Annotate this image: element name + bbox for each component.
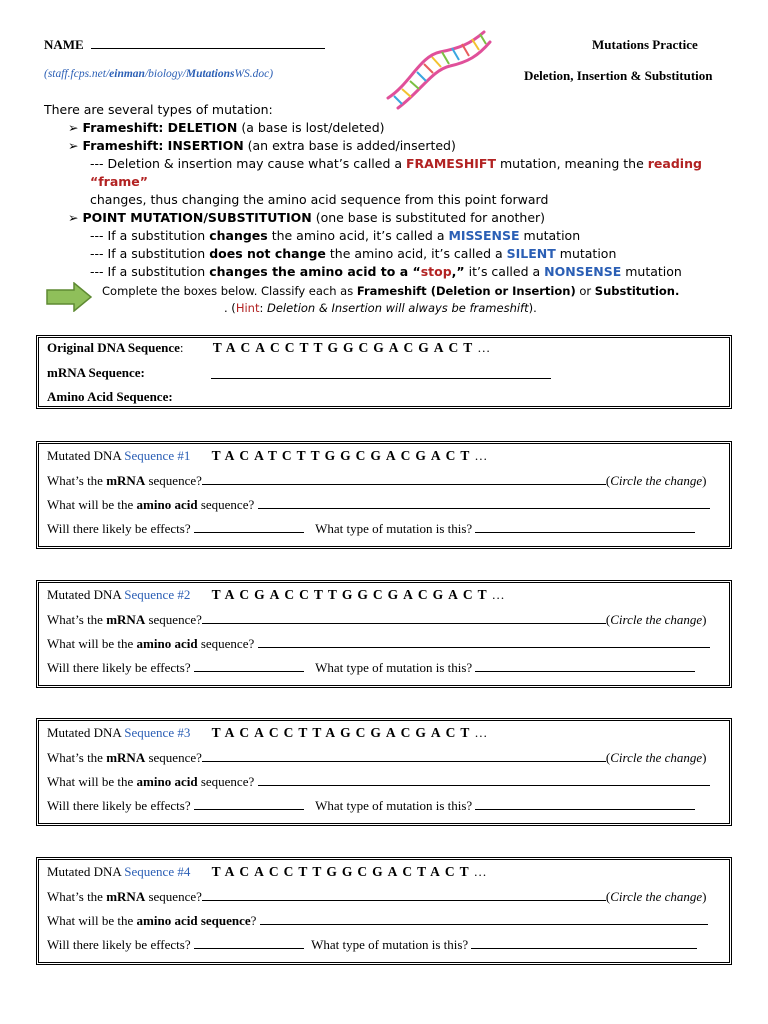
instr-or: or: [575, 284, 595, 298]
circle-change-note: Circle the change: [610, 612, 703, 627]
circle-change-note: Circle the change: [610, 750, 703, 765]
paren: ): [702, 750, 707, 765]
mrna-row: [47, 365, 145, 381]
list-item-insertion: [68, 137, 728, 155]
circle-change-note: Circle the change: [610, 473, 703, 488]
line-bold: does not change: [209, 246, 326, 261]
insertion-label: Frameshift: INSERTION: [82, 138, 244, 153]
mrna-question-row: [47, 473, 707, 489]
instructions-line-2: [224, 301, 537, 315]
original-dna-sequence: TACACCTTGGCGACGACT: [212, 340, 478, 355]
q-text: sequence?: [197, 774, 255, 789]
effects-label: Will there likely be effects?: [47, 660, 191, 675]
nonsense-line: [68, 263, 728, 281]
page-subtitle: Deletion, Insertion & Substitution: [524, 68, 713, 83]
effects-question-row: [47, 798, 695, 814]
missense-keyword: MISSENSE: [448, 228, 520, 243]
deletion-label: Frameshift: DELETION: [82, 120, 238, 135]
effects-label: Will there likely be effects?: [47, 798, 191, 813]
line-text: --- If a substitution: [90, 228, 210, 243]
original-dna-row: [47, 340, 490, 356]
path-file-rest: WS.doc): [234, 68, 274, 80]
stop-keyword: stop: [420, 264, 452, 279]
q-text: What will be the: [47, 774, 137, 789]
amino-acid-question-row: [47, 497, 710, 513]
q-text: sequence?: [145, 889, 202, 904]
path-prefix: (staff.fcps.net/: [44, 68, 110, 80]
effects-answer-field[interactable]: [194, 671, 304, 672]
mrna-label: mRNA Sequence:: [47, 365, 145, 380]
name-label: NAME: [44, 37, 84, 52]
q-text: sequence?: [145, 473, 202, 488]
line-text: mutation: [555, 246, 617, 261]
frameshift-note-cont: changes, thus changing the amino acid sequence from this point forward: [90, 192, 549, 207]
q-text: ?: [250, 913, 257, 928]
q-text: sequence?: [197, 497, 255, 512]
amino-acid-question-row: [47, 774, 710, 790]
ellipsis: …: [473, 864, 487, 879]
ellipsis: …: [474, 448, 488, 463]
circle-change-note: Circle the change: [610, 889, 703, 904]
mutated-dna-row: [47, 587, 505, 603]
q-bold: amino acid sequence: [136, 913, 251, 928]
q-bold: amino acid: [136, 497, 198, 512]
amino-acid-question-row: [47, 636, 710, 652]
mutation-box-1: [36, 441, 732, 549]
type-answer-field[interactable]: [475, 532, 695, 533]
line-text: the amino acid, it’s called a: [325, 246, 507, 261]
mutated-dna-sequence: TACACCTTAGCGACGACT: [211, 725, 475, 740]
effects-answer-field[interactable]: [194, 948, 304, 949]
name-field[interactable]: [91, 48, 325, 49]
list-item-deletion: [68, 119, 728, 137]
q-text: What will be the: [47, 636, 137, 651]
mrna-answer-field[interactable]: [202, 484, 606, 485]
mutation-type-list: [68, 119, 728, 281]
q-text: What will be the: [47, 913, 137, 928]
hint-text: Deletion & Insertion will always be frameshift: [266, 301, 529, 315]
type-answer-field[interactable]: [475, 809, 695, 810]
paren: ): [702, 889, 707, 904]
line-text: it’s called a: [464, 264, 545, 279]
paren: ): [702, 473, 707, 488]
amino-acid-answer-field[interactable]: [258, 647, 710, 648]
ellipsis: …: [491, 587, 505, 602]
file-path: [44, 68, 273, 80]
q-text: sequence?: [145, 750, 202, 765]
mrna-answer-field[interactable]: [211, 378, 551, 379]
line-text: mutation: [621, 264, 682, 279]
amino-acid-answer-field[interactable]: [258, 785, 710, 786]
point-desc: (one base is substituted for another): [311, 210, 546, 225]
type-answer-field[interactable]: [471, 948, 697, 949]
instr-text: . (: [224, 301, 236, 315]
sequence-word: Sequence #: [124, 448, 184, 463]
q-bold: amino acid: [136, 636, 198, 651]
instr-text: ).: [528, 301, 537, 315]
paren: ): [702, 612, 707, 627]
sequence-word: Sequence #: [124, 587, 184, 602]
list-item-point: [68, 209, 728, 227]
sequence-word: Sequence #: [124, 864, 184, 879]
ellipsis: …: [477, 340, 491, 355]
original-sequence-box: [36, 335, 732, 409]
line-text: the amino acid, it’s called a: [267, 228, 449, 243]
mutation-box-3: [36, 718, 732, 826]
instr-substitution: Substitution.: [594, 284, 680, 298]
ellipsis: …: [474, 725, 488, 740]
mrna-question-row: [47, 750, 707, 766]
note-text: --- Deletion & insertion may cause what’s called a: [90, 156, 406, 171]
effects-label: Will there likely be effects?: [47, 521, 191, 536]
type-label: What type of mutation is this?: [315, 798, 473, 813]
path-user: einman: [109, 68, 145, 80]
mutated-label: Mutated DNA: [47, 725, 125, 740]
sequence-number: 3: [183, 725, 191, 740]
mutated-label: Mutated DNA: [47, 587, 125, 602]
mutated-dna-sequence: TACACCTTGGCGACTACT: [211, 864, 474, 879]
type-label: What type of mutation is this?: [315, 521, 473, 536]
mrna-answer-field[interactable]: [202, 623, 606, 624]
line-text: --- If a substitution: [90, 246, 210, 261]
arrow-bullet-icon: ➢: [68, 210, 83, 225]
note-text: mutation, meaning the: [496, 156, 648, 171]
mutated-dna-sequence: TACATCTTGGCGACGACT: [211, 448, 475, 463]
q-text: What’s the: [47, 889, 107, 904]
right-arrow-icon: [46, 282, 92, 312]
q-text: sequence?: [197, 636, 255, 651]
amino-acid-answer-field[interactable]: [260, 924, 708, 925]
mutated-dna-row: [47, 864, 487, 880]
arrow-bullet-icon: ➢: [68, 138, 83, 153]
point-label: POINT MUTATION/SUBSTITUTION: [82, 210, 312, 225]
frameshift-keyword: FRAMESHIFT: [406, 156, 496, 171]
mrna-question-row: [47, 612, 707, 628]
q-bold: mRNA: [106, 750, 146, 765]
q-bold: mRNA: [106, 612, 146, 627]
sequence-number: 4: [183, 864, 191, 879]
instr-paren: (Deletion or Insertion): [426, 284, 576, 298]
instr-text: :: [259, 301, 267, 315]
q-bold: mRNA: [106, 473, 146, 488]
arrow-bullet-icon: ➢: [68, 120, 83, 135]
frameshift-note: [68, 155, 728, 191]
insertion-desc: (an extra base is added/inserted): [243, 138, 456, 153]
amino-acid-question-row: [47, 913, 708, 929]
line-text: --- If a substitution: [90, 264, 210, 279]
path-file-bold: Mutations: [185, 68, 235, 80]
sequence-number: 2: [183, 587, 191, 602]
silent-keyword: SILENT: [506, 246, 556, 261]
original-dna-label: Original DNA Sequence: [47, 340, 180, 355]
mutation-box-2: [36, 580, 732, 688]
effects-answer-field[interactable]: [194, 532, 304, 533]
silent-line: [68, 245, 728, 263]
sequence-word: Sequence #: [124, 725, 184, 740]
paren: (: [605, 473, 611, 488]
type-label: What type of mutation is this?: [315, 660, 473, 675]
amino-acid-row: Amino Acid Sequence:: [47, 389, 173, 404]
amino-acid-answer-field[interactable]: [258, 508, 710, 509]
mutated-dna-sequence: TACGACCTTGGCGACGACT: [211, 587, 492, 602]
nonsense-keyword: NONSENSE: [544, 264, 622, 279]
colon: :: [179, 340, 184, 355]
effects-answer-field[interactable]: [194, 809, 304, 810]
mrna-question-row: [47, 889, 707, 905]
deletion-desc: (a base is lost/deleted): [237, 120, 385, 135]
line-bold: changes: [209, 228, 268, 243]
mutated-dna-row: [47, 725, 487, 741]
q-text: What’s the: [47, 473, 107, 488]
q-bold: mRNA: [106, 889, 146, 904]
instr-frameshift: Frameshift: [356, 284, 427, 298]
effects-question-row: [47, 660, 695, 676]
line-bold: changes the amino acid to a “: [209, 264, 421, 279]
mutated-label: Mutated DNA: [47, 448, 125, 463]
q-text: What’s the: [47, 750, 107, 765]
mutated-dna-row: [47, 448, 487, 464]
instr-text: Complete the boxes below. Classify each as: [102, 284, 357, 298]
reading-keyword: reading: [647, 156, 702, 171]
hint-label: Hint: [235, 301, 260, 315]
dna-helix-icon: [380, 26, 492, 110]
mrna-answer-field[interactable]: [202, 900, 606, 901]
q-text: sequence?: [145, 612, 202, 627]
type-answer-field[interactable]: [475, 671, 695, 672]
path-mid: /biology/: [144, 68, 186, 80]
effects-question-row: [47, 521, 695, 537]
frame-keyword: “frame”: [90, 174, 148, 189]
effects-label: Will there likely be effects?: [47, 937, 191, 952]
q-text: What will be the: [47, 497, 137, 512]
mutation-box-4: [36, 857, 732, 965]
paren: (: [605, 750, 611, 765]
sequence-number: 1: [183, 448, 191, 463]
name-label-row: [44, 37, 325, 53]
effects-question-row: [47, 937, 697, 953]
line-text: mutation: [519, 228, 581, 243]
paren: (: [605, 612, 611, 627]
q-bold: amino acid: [136, 774, 198, 789]
mutated-label: Mutated DNA: [47, 864, 125, 879]
q-text: What’s the: [47, 612, 107, 627]
paren: (: [605, 889, 611, 904]
type-label: What type of mutation is this?: [311, 937, 469, 952]
instructions-line-1: [102, 284, 679, 298]
line-bold: ,”: [451, 264, 465, 279]
intro-lead: There are several types of mutation:: [44, 102, 273, 117]
missense-line: [68, 227, 728, 245]
page-title: Mutations Practice: [592, 37, 698, 52]
mrna-answer-field[interactable]: [202, 761, 606, 762]
